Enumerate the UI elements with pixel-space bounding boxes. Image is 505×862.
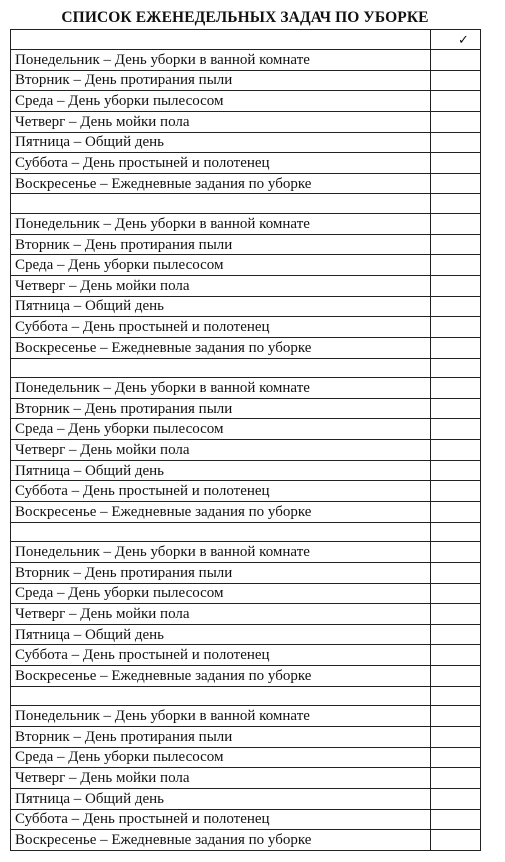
table-header-row (11, 30, 481, 50)
task-row (11, 830, 481, 851)
task-row (11, 502, 481, 523)
task-label: Четверг – День мойки пола (11, 440, 431, 461)
task-checkbox-cell[interactable] (431, 583, 481, 604)
task-label: Воскресенье – Ежедневные задания по уборке (11, 666, 431, 687)
task-label: Среда – День уборки пылесосом (11, 747, 431, 768)
task-table (10, 29, 481, 851)
week-separator-row (11, 194, 481, 214)
task-checkbox-cell[interactable] (431, 460, 481, 481)
task-row (11, 768, 481, 789)
task-checkbox-cell[interactable] (431, 706, 481, 727)
check-mark-icon: ✓ (458, 31, 469, 47)
task-label: Пятница – Общий день (11, 132, 431, 153)
task-checkbox-cell[interactable] (431, 645, 481, 666)
task-row (11, 132, 481, 153)
task-label: Четверг – День мойки пола (11, 276, 431, 297)
task-row (11, 645, 481, 666)
task-checkbox-cell[interactable] (431, 337, 481, 358)
task-row (11, 460, 481, 481)
task-label: Вторник – День протирания пыли (11, 70, 431, 91)
task-row (11, 624, 481, 645)
task-label: Вторник – День протирания пыли (11, 234, 431, 255)
task-label: Понедельник – День уборки в ванной комнате (11, 542, 431, 563)
task-checkbox-cell[interactable] (431, 747, 481, 768)
separator-check-cell (431, 358, 481, 378)
task-checkbox-cell[interactable] (431, 398, 481, 419)
task-checkbox-cell[interactable] (431, 50, 481, 71)
task-checkbox-cell[interactable] (431, 153, 481, 174)
task-checkbox-cell[interactable] (431, 173, 481, 194)
task-checkbox-cell[interactable] (431, 378, 481, 399)
task-row (11, 604, 481, 625)
task-row (11, 214, 481, 235)
separator-cell (11, 522, 431, 542)
task-row (11, 111, 481, 132)
separator-cell (11, 686, 431, 706)
task-checkbox-cell[interactable] (431, 440, 481, 461)
task-row (11, 583, 481, 604)
task-label: Четверг – День мойки пола (11, 604, 431, 625)
task-row (11, 70, 481, 91)
task-label: Пятница – Общий день (11, 624, 431, 645)
task-label: Пятница – Общий день (11, 788, 431, 809)
week-separator-row (11, 358, 481, 378)
task-checkbox-cell[interactable] (431, 768, 481, 789)
week-separator-row (11, 686, 481, 706)
task-label: Пятница – Общий день (11, 296, 431, 317)
separator-check-cell (431, 686, 481, 706)
task-label: Пятница – Общий день (11, 460, 431, 481)
task-label: Среда – День уборки пылесосом (11, 91, 431, 112)
task-label: Суббота – День простыней и полотенец (11, 645, 431, 666)
task-label: Воскресенье – Ежедневные задания по уборке (11, 830, 431, 851)
task-row (11, 50, 481, 71)
task-row (11, 91, 481, 112)
task-checkbox-cell[interactable] (431, 419, 481, 440)
task-checkbox-cell[interactable] (431, 132, 481, 153)
task-row (11, 666, 481, 687)
task-checkbox-cell[interactable] (431, 666, 481, 687)
header-check-cell (431, 30, 481, 50)
task-label: Понедельник – День уборки в ванной комнате (11, 214, 431, 235)
task-checkbox-cell[interactable] (431, 276, 481, 297)
task-row (11, 809, 481, 830)
task-row (11, 481, 481, 502)
task-row (11, 440, 481, 461)
separator-check-cell (431, 522, 481, 542)
task-checkbox-cell[interactable] (431, 624, 481, 645)
task-row (11, 234, 481, 255)
task-label: Воскресенье – Ежедневные задания по уборке (11, 337, 431, 358)
task-row (11, 255, 481, 276)
task-label: Вторник – День протирания пыли (11, 726, 431, 747)
task-checkbox-cell[interactable] (431, 481, 481, 502)
task-row (11, 542, 481, 563)
task-label: Суббота – День простыней и полотенец (11, 317, 431, 338)
task-checkbox-cell[interactable] (431, 830, 481, 851)
task-row (11, 153, 481, 174)
task-checkbox-cell[interactable] (431, 91, 481, 112)
task-row (11, 296, 481, 317)
task-label: Среда – День уборки пылесосом (11, 255, 431, 276)
task-row (11, 788, 481, 809)
task-checkbox-cell[interactable] (431, 317, 481, 338)
task-checkbox-cell[interactable] (431, 296, 481, 317)
task-checkbox-cell[interactable] (431, 809, 481, 830)
task-label: Среда – День уборки пылесосом (11, 583, 431, 604)
task-label: Среда – День уборки пылесосом (11, 419, 431, 440)
header-task-cell (11, 30, 431, 50)
task-checkbox-cell[interactable] (431, 234, 481, 255)
cleaning-checklist (10, 7, 480, 851)
task-row (11, 398, 481, 419)
task-label: Четверг – День мойки пола (11, 111, 431, 132)
task-checkbox-cell[interactable] (431, 726, 481, 747)
task-label: Понедельник – День уборки в ванной комнате (11, 378, 431, 399)
task-row (11, 173, 481, 194)
task-row (11, 337, 481, 358)
task-checkbox-cell[interactable] (431, 542, 481, 563)
task-label: Суббота – День простыней и полотенец (11, 153, 431, 174)
task-row (11, 706, 481, 727)
task-label: Воскресенье – Ежедневные задания по уборке (11, 173, 431, 194)
task-checkbox-cell[interactable] (431, 214, 481, 235)
task-label: Воскресенье – Ежедневные задания по уборке (11, 502, 431, 523)
task-label: Вторник – День протирания пыли (11, 398, 431, 419)
task-checkbox-cell[interactable] (431, 111, 481, 132)
task-checkbox-cell[interactable] (431, 788, 481, 809)
task-label: Суббота – День простыней и полотенец (11, 809, 431, 830)
task-checkbox-cell[interactable] (431, 255, 481, 276)
task-label: Вторник – День протирания пыли (11, 562, 431, 583)
task-row (11, 562, 481, 583)
task-label: Понедельник – День уборки в ванной комнате (11, 50, 431, 71)
task-row (11, 378, 481, 399)
task-row (11, 726, 481, 747)
task-row (11, 317, 481, 338)
task-label: Четверг – День мойки пола (11, 768, 431, 789)
task-checkbox-cell[interactable] (431, 604, 481, 625)
page-title: СПИСОК ЕЖЕНЕДЕЛЬНЫХ ЗАДАЧ ПО УБОРКЕ (61, 9, 429, 26)
task-row (11, 276, 481, 297)
separator-check-cell (431, 194, 481, 214)
task-row (11, 419, 481, 440)
task-checkbox-cell[interactable] (431, 502, 481, 523)
separator-cell (11, 358, 431, 378)
task-checkbox-cell[interactable] (431, 562, 481, 583)
separator-cell (11, 194, 431, 214)
task-label: Суббота – День простыней и полотенец (11, 481, 431, 502)
task-row (11, 747, 481, 768)
task-checkbox-cell[interactable] (431, 70, 481, 91)
week-separator-row (11, 522, 481, 542)
task-label: Понедельник – День уборки в ванной комнате (11, 706, 431, 727)
